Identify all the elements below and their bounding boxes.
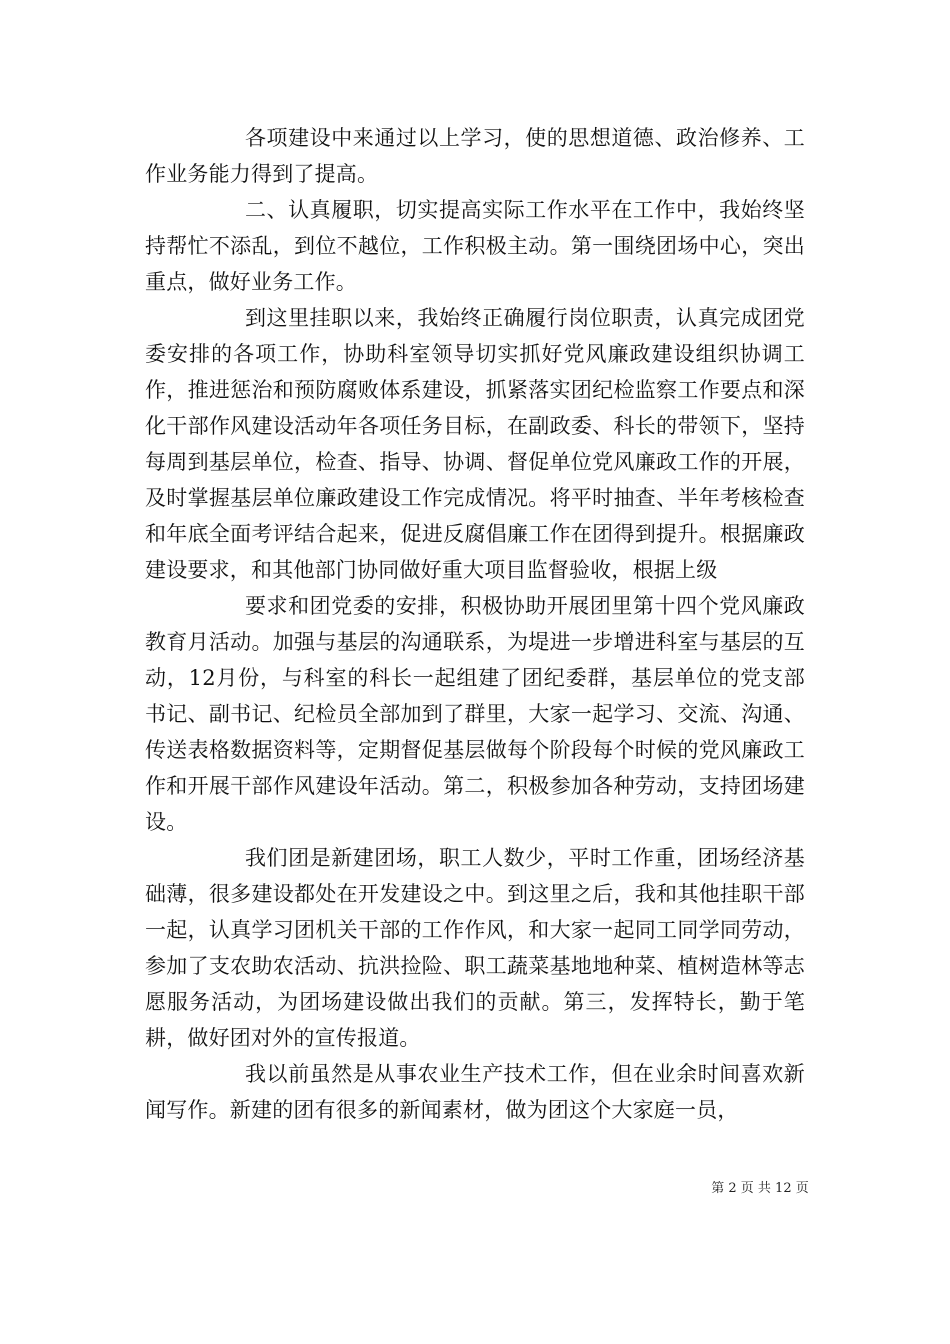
page-footer xyxy=(0,1177,950,1196)
page-number: 第 2 页 共 12 页 xyxy=(711,1181,809,1196)
paragraph-1: 各项建设中来通过以上学习，使的思想道德、政治修养、工作业务能力得到了提高。 xyxy=(145,126,805,186)
document-body xyxy=(145,120,805,1128)
paragraph-3: 到这里挂职以来，我始终正确履行岗位职责，认真完成团党委安排的各项工作，协助科室领导切实抓好党风廉政建设组织协调工作，推进惩治和预防腐败体系建设，抓紧落实团纪检监察工作要点和深化干部作风建设活动年各项任务目标，在副政委、科长的带领下，坚持每周到基层单位，检查、指导、协调、督促单位党风廉政工作的开展，及时掌握基层单位廉政建设工作完成情况。将平时抽查、半年考核检查和年底全面考评结合起来，促进反腐倡廉工作在团得到提升。根据廉政建设要求，和其他部门协同做好重大项目监督验收，根据上级 xyxy=(145,306,805,582)
paragraph-2: 二、认真履职，切实提高实际工作水平在工作中，我始终坚持帮忙不添乱，到位不越位，工作积极主动。第一围绕团场中心，突出重点，做好业务工作。 xyxy=(145,198,805,294)
paragraph-5: 我们团是新建团场，职工人数少，平时工作重，团场经济基础薄，很多建设都处在开发建设之中。到这里之后，我和其他挂职干部一起，认真学习团机关干部的工作作风，和大家一起同工同学同劳动，参加了支农助农活动、抗洪捡险、职工蔬菜基地地种菜、植树造林等志愿服务活动，为团场建设做出我们的贡献。第三，发挥特长，勤于笔耕，做好团对外的宣传报道。 xyxy=(145,846,805,1050)
paragraph-4: 要求和团党委的安排，积极协助开展团里第十四个党风廉政教育月活动。加强与基层的沟通联系，为堤进一步增进科室与基层的互动，12月份，与科室的科长一起组建了团纪委群，基层单位的党支部书记、副书记、纪检员全部加到了群里，大家一起学习、交流、沟通、传送表格数据资料等，定期督促基层做每个阶段每个时候的党风廉政工作和开展干部作风建设年活动。第二，积极参加各种劳动，支持团场建设。 xyxy=(145,594,805,834)
paragraph-6: 我以前虽然是从事农业生产技术工作，但在业余时间喜欢新闻写作。新建的团有很多的新闻素材，做为团这个大家庭一员， xyxy=(145,1062,805,1122)
